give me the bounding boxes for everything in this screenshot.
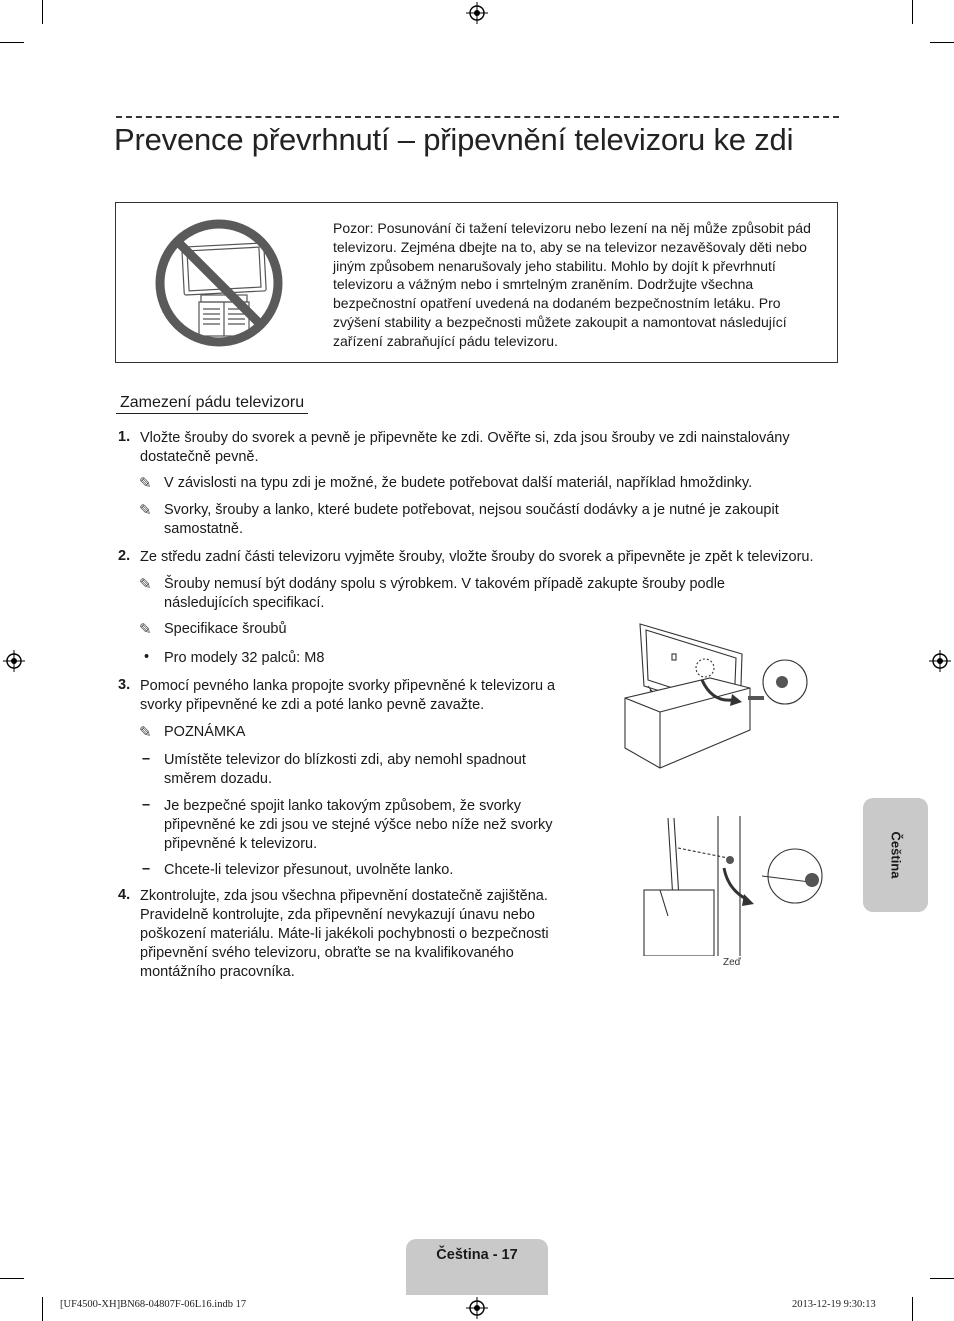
crop-mark <box>0 1278 24 1279</box>
step-text: Ze středu zadní části televizoru vyjměte šrouby, vložte šrouby do svorek a připevněte je zpět k televizoru. <box>140 549 814 565</box>
bullet-dot: • <box>144 649 150 665</box>
note-text: POZNÁMKA <box>164 724 246 740</box>
crosshair-registration-icon <box>466 2 488 24</box>
language-side-tab <box>863 798 928 912</box>
step-text: Zkontrolujte, zda jsou všechna připevnění dostatečně zajištěna. Pravidelně kontrolujte, zda připevnění nevykazují únavu nebo poškození materiálu. Máte-li jakékoli pochybnosti o bezpečnosti připevnění svého televizoru, obraťte se na kvalifikovaného montážního pracovníka. <box>140 888 549 980</box>
crop-mark <box>930 42 954 43</box>
pencil-note-icon: ✎ <box>139 576 152 593</box>
step-text: Vložte šrouby do svorek a pevně je připevněte ke zdi. Ověřte si, zda jsou šrouby ve zdi nainstalovány dostatečně pevně. <box>140 430 790 465</box>
warning-box <box>115 202 838 363</box>
page-number-tab <box>406 1239 548 1295</box>
crosshair-registration-icon <box>929 650 951 672</box>
warning-text: Pozor: Posunování či tažení televizoru nebo lezení na něj může způsobit pád televizoru. Zejména dbejte na to, aby se na televizor nezavěšovaly děti nebo jiným způsobem nenarušovaly jeho stabilitu. Mohlo by dojít k převrhnutí televizoru a vážným nebo i smrtelným zraněním. Dodržujte všechna bezpečnostní opatření uvedená na dodaném bezpečnostním letáku. Pro zvýšení stability a bezpečnosti můžete zakoupit a namontovat následující zařízení zabraňující pádu televizoru. <box>333 220 811 349</box>
dash-text: Umístěte televizor do blízkosti zdi, aby nemohl spadnout směrem dozadu. <box>164 752 526 787</box>
language-side-tab-label: Čeština <box>888 831 903 879</box>
dash-marker: – <box>142 751 151 767</box>
header-dashed-rule <box>116 116 839 118</box>
section-heading: Zamezení pádu televizoru <box>116 394 308 414</box>
crosshair-registration-icon <box>3 650 25 672</box>
page-number: Čeština - 17 <box>436 1247 518 1263</box>
page-title: Prevence převrhnutí – připevnění televizoru ke zdi <box>114 122 794 157</box>
pencil-note-icon: ✎ <box>139 621 152 638</box>
bullet-text: Pro modely 32 palců: M8 <box>164 650 325 666</box>
crop-mark <box>42 0 43 24</box>
crosshair-registration-icon <box>466 1297 488 1319</box>
crop-mark <box>912 0 913 24</box>
dash-marker: – <box>142 861 151 877</box>
note-text: V závislosti na typu zdi je možné, že budete potřebovat další materiál, například hmoždinky. <box>164 475 753 491</box>
tv-bracket-illustration <box>620 620 810 770</box>
wall-cable-illustration <box>640 816 840 956</box>
crop-mark <box>912 1297 913 1321</box>
step-number: 1. <box>118 429 131 445</box>
note-text: Specifikace šroubů <box>164 621 287 637</box>
print-footer-right: 2013-12-19 9:30:13 <box>792 1299 876 1310</box>
crop-mark <box>930 1278 954 1279</box>
pencil-note-icon: ✎ <box>139 502 152 519</box>
crop-mark <box>0 42 24 43</box>
pencil-note-icon: ✎ <box>139 724 152 741</box>
figure-label-wall: Zeď <box>723 957 741 968</box>
step-number: 2. <box>118 548 131 564</box>
no-tv-on-stand-icon <box>153 217 285 349</box>
dash-text: Je bezpečné spojit lanko takovým způsobem, že svorky připevněné ke zdi jsou ve stejné výšce nebo níže než svorky připevněné k televizoru. <box>164 798 553 852</box>
dash-marker: – <box>142 797 151 813</box>
note-text: Svorky, šrouby a lanko, které budete potřebovat, nejsou součástí dodávky a je nutné je zakoupit samostatně. <box>164 502 779 537</box>
step-number: 4. <box>118 887 131 903</box>
step-number: 3. <box>118 677 131 693</box>
note-text: Šrouby nemusí být dodány spolu s výrobkem. V takovém případě zakupte šrouby podle následujících specifikací. <box>164 576 725 611</box>
pencil-note-icon: ✎ <box>139 475 152 492</box>
print-footer-left: [UF4500-XH]BN68-04807F-06L16.indb 17 <box>60 1299 247 1310</box>
crop-mark <box>42 1297 43 1321</box>
dash-text: Chcete-li televizor přesunout, uvolněte lanko. <box>164 862 454 878</box>
step-text: Pomocí pevného lanka propojte svorky připevněné k televizoru a svorky připevněné ke zdi a poté lanko pevně zavažte. <box>140 678 556 713</box>
